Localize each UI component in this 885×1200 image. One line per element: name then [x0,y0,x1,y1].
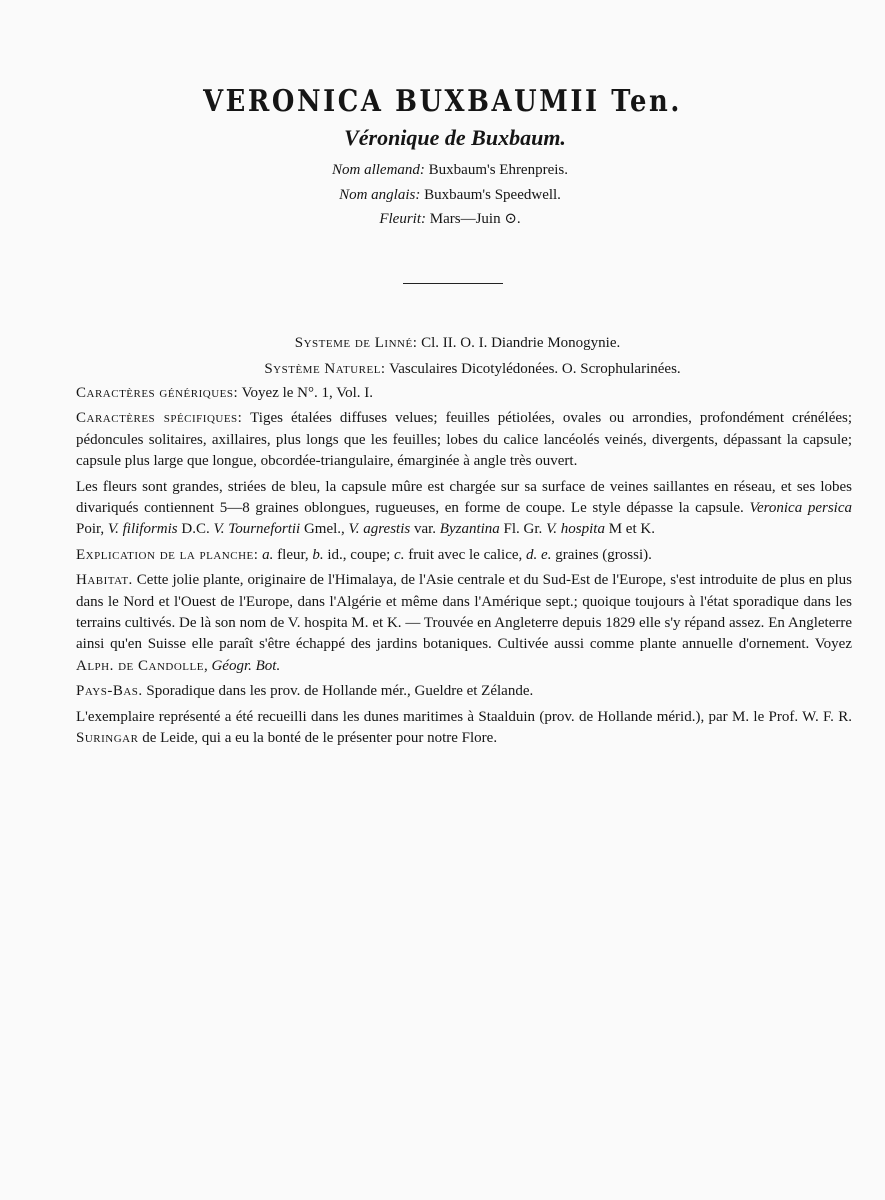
habitat-reference-author: Alph. de Candolle [76,657,204,674]
english-name-label: Nom anglais: [339,187,421,203]
flowering-label: Fleurit: [379,211,426,227]
description-body [76,383,852,754]
page-title: VERONICA BUXBAUMII Ten. [203,84,682,119]
synonym-4: V. agrestis [348,521,411,538]
flowers-paragraph [76,477,852,541]
synonym-1: Veronica persica [749,500,852,517]
plate-explanation-paragraph [76,545,852,566]
plate-explanation-label: Explication de la planche: [76,546,259,563]
habitat-reference-work: Géogr. Bot. [211,657,281,674]
habitat-label: Habitat. [76,572,133,589]
plate-key-de: d. e. [526,546,552,563]
plate-key-c-text: fruit avec le calice, [404,546,527,563]
german-name-label: Nom allemand: [331,162,425,178]
plate-key-a: a. [262,546,274,563]
flowering-value: Mars—Juin ⊙. [429,211,521,227]
plate-key-a-text: fleur, [273,546,313,563]
synonym-5: Byzantina [439,521,500,538]
plate-key-c: c. [394,546,405,563]
synonym-4-var: var. [410,521,440,538]
divider-rule [403,283,503,284]
plate-key-de-text: graines (grossi). [551,546,652,563]
flowers-text: Les fleurs sont grandes, striées de bleu, la capsule mûre est chargée sur sa surface de veines saillantes en réseau, et ses lobes divariqués contiennent 5—8 graines oblongues, rugueuses, en forme de coupe. Le style dépasse la capsule. [76,478,852,517]
netherlands-paragraph [76,681,852,702]
specimen-text-2: de Leide, qui a eu la bonté de le présenter pour notre Flore. [138,730,498,747]
plate-key-b-text: id., coupe; [323,546,395,563]
page-subtitle: Véronique de Buxbaum. [344,125,566,150]
specimen-text-1: L'exemplaire représenté a été recueilli dans les dunes maritimes à Staalduin (prov. de Hollande mérid.), par M. le Prof. W. F. R. [76,708,852,725]
specific-characters-label: Caractères spécifiques: [76,410,243,427]
german-name-line [0,160,885,180]
linne-system-line [0,333,885,353]
netherlands-text: Sporadique dans les prov. de Hollande mér., Gueldre et Zélande. [142,683,534,700]
habitat-text: Cette jolie plante, originaire de l'Himalaya, de l'Asie centrale et du Sud-Est de l'Europe, s'est introduite de plus en plus dans le Nord et l'Ouest de l'Europe, dans l'Algérie et même dans l'Amérique sept.; quoique toujours à l'état sporadique dans les terrains cultivés. De là son nom de V. hospita M. et K. — Trouvée en Angleterre depuis 1829 elle s'y répand assez. En Angleterre ainsi qu'en Suisse elle paraît s'être échappé des jardins botaniques. Cultivée aussi comme plante annuelle d'ornement. Voyez [76,572,852,653]
synonym-3: V. Tournefortii [213,521,301,538]
specific-characters-text: Tiges étalées diffuses velues; feuilles pétiolées, ovales ou arrondies, profondément crénélées; pédoncules solitaires, axillaires, plus longs que les feuilles; lobes du calice lancéolés veinés, divergents, dépassant la capsule; capsule plus large que longue, obcordée-triangulaire, émarginée à angle très ouvert. [76,410,853,470]
synonym-5-author: Fl. Gr. [499,521,547,538]
generic-characters-text: Voyez le N°. 1, Vol. I. [241,385,374,401]
english-name-value: Buxbaum's Speedwell. [424,187,561,203]
generic-characters-paragraph [76,383,852,404]
synonym-6-author: M et K. [604,521,655,538]
synonym-2: V. filiformis [107,521,178,538]
generic-characters-label: Caractères génériques: [76,385,239,401]
german-name-value: Buxbaum's Ehrenpreis. [428,162,568,178]
netherlands-label: Pays-Bas. [76,683,143,700]
plate-key-b: b. [312,546,324,563]
natural-system-label: Système Naturel: [264,361,386,377]
synonym-2-author: D.C. [177,521,214,538]
synonym-1-author: Poir, [76,521,108,538]
specimen-collector-name: Suringar [76,730,139,747]
natural-system-value: Vasculaires Dicotylédonées. O. Scrophularinées. [389,361,681,377]
specific-characters-paragraph [76,408,852,472]
synonym-6: V. hospita [546,521,605,538]
habitat-paragraph [76,570,852,677]
flowering-line [0,209,885,229]
linne-label: Systeme de Linné: [294,335,418,351]
habitat-reference-separator: , [203,657,212,674]
natural-system-line [0,359,885,379]
synonym-3-author: Gmel., [300,521,349,538]
specimen-paragraph [76,707,852,750]
english-name-line [0,185,885,205]
linne-value: Cl. II. O. I. Diandrie Monogynie. [421,335,621,351]
